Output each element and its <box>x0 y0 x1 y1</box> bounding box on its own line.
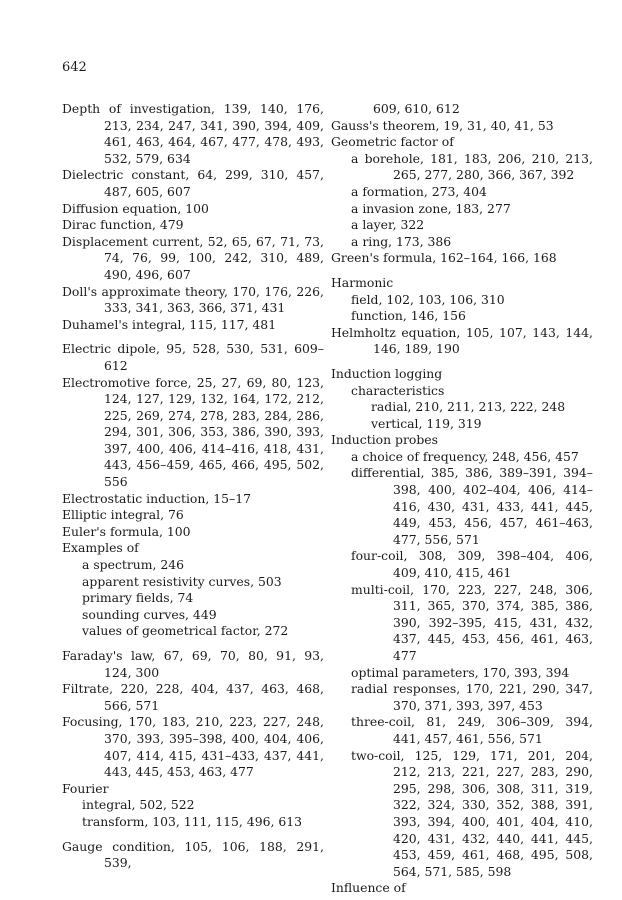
index-entry: Geometric factor of <box>331 134 454 150</box>
index-subentry: apparent resistivity curves, 503 <box>82 573 282 589</box>
index-entry: Displacement current, 52, 65, 67, 71, 73, 74, 76, 99, 100, 242, 310, 489, 490, 496, 607 <box>62 233 324 282</box>
index-entry: Harmonic <box>331 274 394 290</box>
index-subentry: values of geometrical factor, 272 <box>82 623 289 639</box>
index-subentry: multi-coil, 170, 223, 227, 248, 306, 311, 365, 370, 374, 385, 386, 390, 392–395, 415, 431, 432, 437, 445, 453, 456, 461, 463, 477 <box>351 581 593 663</box>
index-subentry: radial responses, 170, 221, 290, 347, 370, 371, 393, 397, 453 <box>351 681 593 713</box>
index-entry: Fourier <box>62 780 109 796</box>
index-subentry: a spectrum, 246 <box>82 557 185 573</box>
index-entry: Helmholtz equation, 105, 107, 143, 144, 146, 189, 190 <box>331 324 593 357</box>
index-subentry: radial, 210, 211, 213, 222, 248 <box>371 399 566 415</box>
page-number: 642 <box>62 60 87 75</box>
index-subentry: differential, 385, 386, 389–391, 394–398, 400, 402–404, 406, 414–416, 430, 431, 433, 441, 445, 449, 453, 456, 457, 461–463, 477, 556, 571 <box>351 465 593 547</box>
index-entry: Diffusion equation, 100 <box>62 200 209 216</box>
index-entry: Elliptic integral, 76 <box>62 507 184 523</box>
index-subentry: transform, 103, 111, 115, 496, 613 <box>82 813 302 829</box>
index-entry: Electric dipole, 95, 528, 530, 531, 609–612 <box>62 341 324 373</box>
index-subentry: a layer, 322 <box>351 217 425 233</box>
index-entry: Induction probes <box>331 432 438 448</box>
index-entry: Induction logging <box>331 365 443 381</box>
index-column-right <box>331 101 593 897</box>
index-subentry: function, 146, 156 <box>351 308 466 324</box>
index-subentry: two-coil, 125, 129, 171, 201, 204, 212, 213, 221, 227, 283, 290, 295, 298, 306, 308, 311, 319, 322, 324, 330, 352, 388, 391, 393, 394, 400, 401, 404, 410, 420, 431, 432, 440, 441, 445, 453, 459, 461, 468, 495, 508, 564, 571, 585, 598 <box>351 747 593 879</box>
index-column-left <box>62 101 324 872</box>
index-entry: Dirac function, 479 <box>62 217 184 233</box>
index-subentry: three-coil, 81, 249, 306–309, 394, 441, 457, 461, 556, 571 <box>351 714 593 746</box>
index-entry: Filtrate, 220, 228, 404, 437, 463, 468, 566, 571 <box>62 681 324 713</box>
index-subentry: sounding curves, 449 <box>82 606 217 622</box>
index-entry: Electromotive force, 25, 27, 69, 80, 123, 124, 127, 129, 132, 164, 172, 212, 225, 269, 274, 278, 283, 284, 286, 294, 301, 306, 353, 386, 390, 393, 397, 400, 406, 414–416, 418, 431, 443, 456–459, 465, 466, 495, 502, 556 <box>62 374 324 490</box>
index-entry: Electrostatic induction, 15–17 <box>62 490 251 506</box>
index-subentry: optimal parameters, 170, 393, 394 <box>351 664 570 680</box>
index-entry: Influence of <box>331 880 406 896</box>
index-subentry: a formation, 273, 404 <box>351 183 487 199</box>
section-gap <box>62 333 324 341</box>
index-subentry: primary fields, 74 <box>82 590 194 606</box>
index-entry: Duhamel's integral, 115, 117, 481 <box>62 316 277 332</box>
index-subentry: field, 102, 103, 106, 310 <box>351 291 505 307</box>
index-subentry: a invasion zone, 183, 277 <box>351 200 511 216</box>
index-entry: Faraday's law, 67, 69, 70, 80, 91, 93, 124, 300 <box>62 648 324 680</box>
index-subentry: a borehole, 181, 183, 206, 210, 213, 265, 277, 280, 366, 367, 392 <box>351 150 593 183</box>
section-gap <box>62 831 324 839</box>
index-subentry: vertical, 119, 319 <box>371 415 482 431</box>
section-gap <box>62 640 324 648</box>
index-subentry: a ring, 173, 386 <box>351 233 452 249</box>
index-entry: Examples of <box>62 540 139 556</box>
index-entry: Focusing, 170, 183, 210, 223, 227, 248, 370, 393, 395–398, 400, 404, 406, 407, 414, 415, 431–433, 437, 441, 443, 445, 453, 463, 477 <box>62 714 324 780</box>
index-entry: Gauge condition, 105, 106, 188, 291, 539, <box>62 838 324 871</box>
index-entry: Euler's formula, 100 <box>62 523 191 539</box>
index-entry: Green's formula, 162–164, 166, 168 <box>331 250 557 266</box>
index-entry: Doll's approximate theory, 170, 176, 226, 333, 341, 363, 366, 371, 431 <box>62 283 324 316</box>
index-entry: Depth of investigation, 139, 140, 176, 213, 234, 247, 341, 390, 394, 409, 461, 463, 464, 467, 477, 478, 493, 532, 579, 634 <box>62 101 324 166</box>
index-subentry: 609, 610, 612 <box>373 101 460 116</box>
section-gap <box>331 267 593 275</box>
index-entry: Gauss's theorem, 19, 31, 40, 41, 53 <box>331 117 554 133</box>
index-subentry: a choice of frequency, 248, 456, 457 <box>351 448 579 464</box>
section-gap <box>331 358 593 366</box>
index-entry: Dielectric constant, 64, 299, 310, 457, 487, 605, 607 <box>62 167 324 199</box>
index-subentry: characteristics <box>351 382 445 398</box>
index-subentry: four-coil, 308, 309, 398–404, 406, 409, 410, 415, 461 <box>351 548 593 581</box>
index-subentry: integral, 502, 522 <box>82 797 195 813</box>
